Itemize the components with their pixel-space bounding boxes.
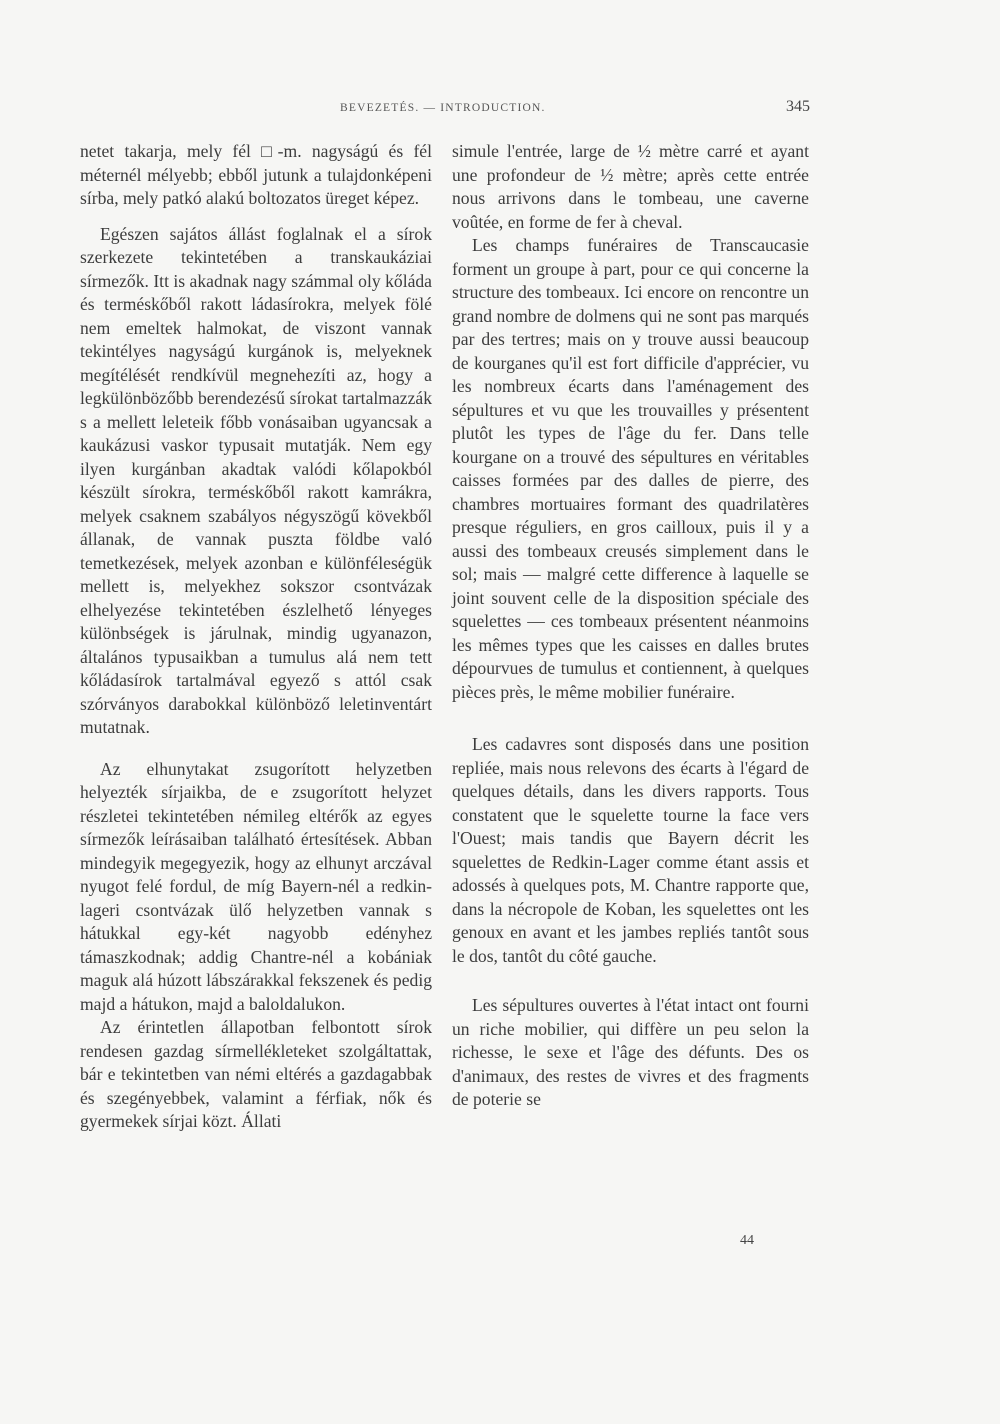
left-paragraph-4: Az érintetlen állapotban felbontott sírok rendesen gazdag sírmellékleteket szolgáltattak, bár e tekintetben van némi eltérés a gazdagabbak és szegényebbek, valamint a férfiak, nők és gyermekek sírjai közt. Állati xyxy=(80,1017,432,1131)
right-column-french xyxy=(452,140,809,1112)
left-paragraph-2: Egészen sajátos állást foglalnak el a sírok szerkezete tekintetében a transkaukáziai sírmezők. Itt is akadnak nagy számmal oly kőláda és terméskőből rakott ládasírokra, melyek fölé nem emeltek halmokat, de viszont vannak tekintélyes nagyságú kurgánok is, melyeknek megítélését rendkívül megnehezíti az, hogy a legkülönbözőbb berendezésű sírokat tartalmazzák s a mellett leleteik főbb vonásaiban ugyancsak a kaukázusi vaskor typusait mutatják. Nem egy ilyen kurgánban akadtak valódi kőlapokból készült sírokra, terméskőből rakott kamrákra, melyek csaknem szabályos négyszögű kövekből állanak, de vannak puszta földbe való temetkezések, melyek azonban e különféleségük mellett is, melyekhez sokszor csontvázak elhelyezése tekintetében észlelhető lényeges különbségek is járulnak, mindig ugyanazon, általános typusaikban a tumulus alá nem tett kőládasírok tartalmával egyező s attól csak szórványos darabokkal különböző leletinventárt mutatnak. xyxy=(80,223,432,737)
left-column-hungarian xyxy=(80,140,432,1134)
page-number: 345 xyxy=(786,98,810,115)
right-paragraph-2: Les champs funéraires de Transcaucasie forment un groupe à part, pour ce qui concerne la structure des tombeaux. Ici encore on rencontre un grand nombre de dolmens qui ne sont pas marqués par des tertres; mais on y trouve aussi beaucoup de kourganes qu'il est fort difficile d'apprécier, vu les nombreux écarts dans l'aménagement des sépultures et vu que les trouvailles y présentent plutôt les types de l'âge du fer. Dans telle kourgane on a trouvé des sépultures en véritables caisses formées par des dalles de pierre, des chambres mortuaires formant des quadrilatères presque réguliers, en gros cailloux, puis il y a aussi des tombeaux creusés simplement dans le sol; mais — malgré cette difference à laquelle se joint souvent celle de la disposition spéciale des squelettes — ces tombeaux présentent néanmoins les mêmes types que les caisses en dalles brutes dépourvues de tumulus et contiennent, à quelques pièces près, le même mobilier funéraire. xyxy=(452,235,809,702)
signature-mark: 44 xyxy=(740,1233,754,1248)
page-header xyxy=(0,98,1000,122)
left-paragraph-3: Az elhunytakat zsugorított helyzetben helyezték sírjaikba, de e zsugorított helyzet részletei tekintetében némileg eltérők az egyes sírmezők leírásaiban található értesítések. Abban mindegyik megegyezik, hogy az elhunyt arczával nyugot felé fordul, de míg Bayern-nél a redkin-lageri csontvázak ülő helyzetben vannak s hátukkal egy-két nagyobb edényhez támaszkodnak; addig Chantre-nél a kobániak maguk alá húzott lábszárakkal fekszenek és pedig majd a hátukon, majd a baloldalukon. xyxy=(80,758,432,1014)
right-paragraph-1: simule l'entrée, large de ½ mètre carré et ayant une profondeur de ½ mètre; après cette entrée nous arrivons dans le tombeau, une caverne voûtée, en forme de fer à cheval. xyxy=(452,141,809,232)
running-title: BEVEZETÉS. — INTRODUCTION. xyxy=(340,102,546,114)
right-paragraph-4: Les sépultures ouvertes à l'état intact ont fourni un riche mobilier, qui diffère un peu selon la richesse, le sexe et l'âge des défunts. Des os d'animaux, des restes de vivres et des fragments de poterie se xyxy=(452,995,809,1109)
left-paragraph-1: netet takarja, mely fél □-m. nagyságú és fél méternél mélyebb; ebből jutunk a tulajdonképeni sírba, mely patkó alakú boltozatos üreget képez. xyxy=(80,141,432,208)
right-paragraph-3: Les cadavres sont disposés dans une position repliée, mais nous relevons des écarts à l'égard de quelques détails, dans les divers rapports. Tous constatent que le squelette tourne la face vers l'Ouest; mais tandis que Bayern décrit les squelettes de Redkin-Lager comme étant assis et adossés à quelques pots, M. Chantre rapporte que, dans la nécropole de Koban, les squelettes ont les genoux en avant et les jambes repliés tantôt sous le dos, tantôt du côté gauche. xyxy=(452,734,809,966)
